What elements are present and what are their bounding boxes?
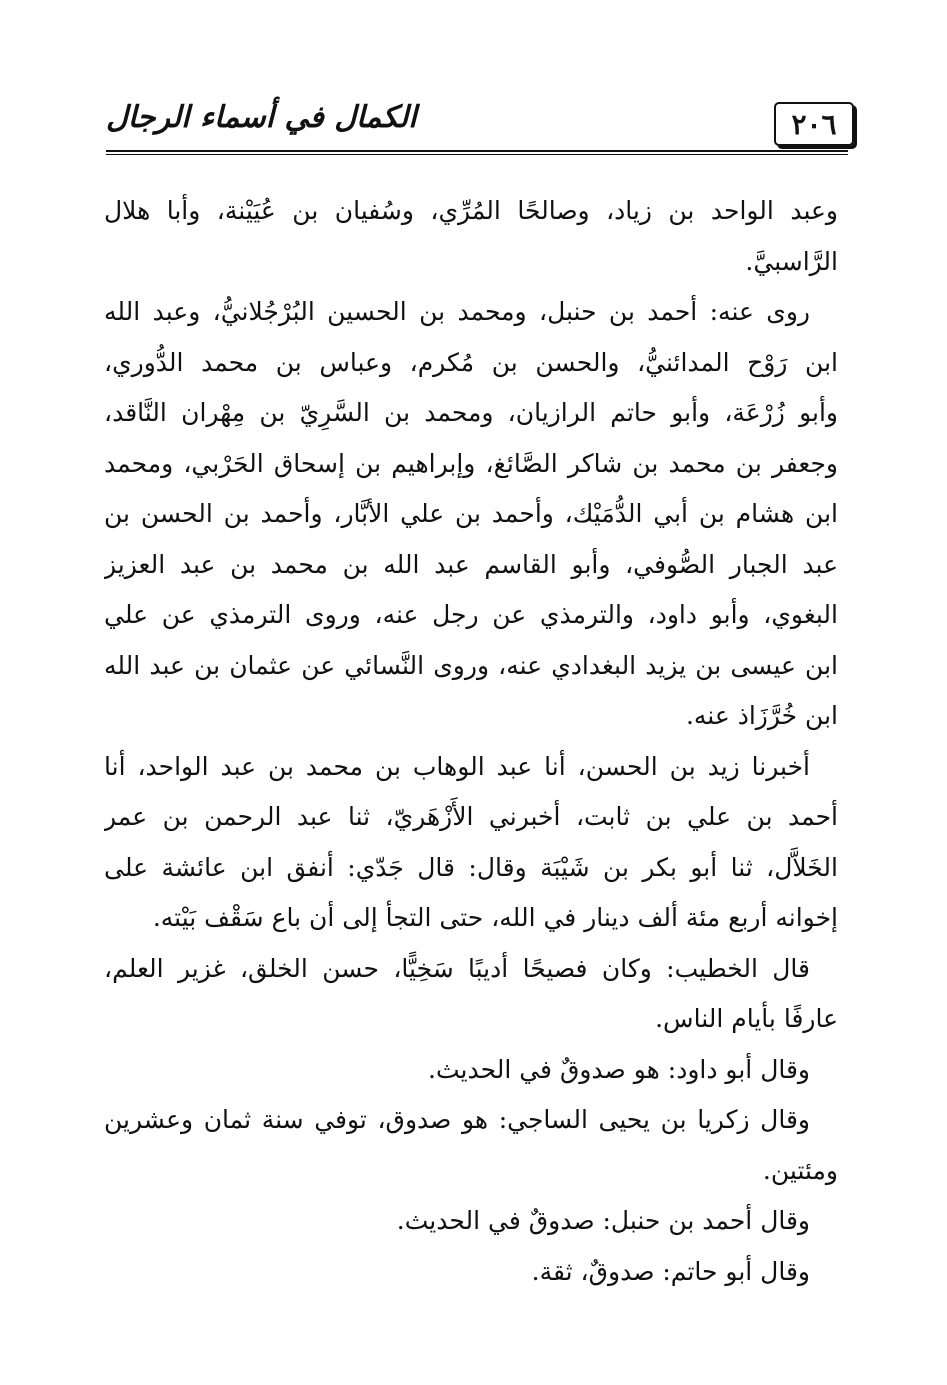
text-line: عارفًا بأيام الناس.	[655, 1004, 838, 1033]
text-line: أحمد بن علي بن ثابت، أخبرني الأَزْهَريّ، ثنا عبد الرحمن بن عمر	[104, 802, 838, 831]
header-rule-thin	[106, 154, 848, 155]
text-line: ابن خُرَّزَاذ عنه.	[685, 701, 838, 730]
text-line: قال الخطيب: وكان فصيحًا أديبًا سَخِيًّا، حسن الخلق، غزير العلم،	[104, 953, 810, 983]
page-header	[106, 96, 854, 158]
text-line: الرَّاسبيَّ.	[745, 246, 838, 276]
text-line: الخَلاَّل، ثنا أبو بكر بن شَيْبَة وقال: قال جَدّي: أنفق ابن عائشة على	[104, 852, 838, 882]
page-number: ٢٠٦	[791, 107, 837, 141]
text-line: وقال أحمد بن حنبل: صدوقٌ في الحديث.	[396, 1206, 810, 1235]
text-line: وقال زكريا بن يحيى الساجي: هو صدوق، توفي سنة ثمان وعشرين	[104, 1105, 810, 1134]
text-line: وقال أبو حاتم: صدوقٌ، ثقة.	[531, 1256, 810, 1286]
text-line: عبد الجبار الصُّوفي، وأبو القاسم عبد الله بن محمد بن عبد العزيز	[104, 549, 838, 579]
header-rule	[106, 150, 848, 152]
text-line: ابن رَوْح المدائنيُّ، والحسن بن مُكرم، وعباس بن محمد الدُّوري،	[104, 347, 838, 377]
text-line: وجعفر بن محمد بن شاكر الصَّائغ، وإبراهيم بن إسحاق الحَرْبي، ومحمد	[104, 448, 838, 478]
text-line: وأبو زُرْعَة، وأبو حاتم الرازيان، ومحمد بن السَّرِيّ بن مِهْران النَّاقد،	[104, 398, 838, 427]
text-line: ابن عيسى بن يزيد البغدادي عنه، وروى النَّسائي عن عثمان بن عبد الله	[104, 650, 838, 680]
text-line: ابن هشام بن أبي الدُّمَيْك، وأحمد بن علي الأبَّار، وأحمد بن الحسن بن	[104, 499, 838, 528]
text-line: البغوي، وأبو داود، والترمذي عن رجل عنه، وروى الترمذي عن علي	[104, 600, 838, 629]
text-line: أخبرنا زيد بن الحسن، أنا عبد الوهاب بن محمد بن عبد الواحد، أنا	[104, 751, 810, 781]
book-title: الكمال في أسماء الرجال	[106, 100, 417, 135]
text-line: ومئتين.	[762, 1155, 838, 1185]
text-line: روى عنه: أحمد بن حنبل، ومحمد بن الحسين البُرْجُلانيُّ، وعبد الله	[104, 297, 810, 326]
page-number-box	[774, 102, 854, 146]
body-text	[104, 186, 838, 1297]
text-line: وقال أبو داود: هو صدوقٌ في الحديث.	[428, 1054, 810, 1084]
text-line: إخوانه أربع مئة ألف دينار في الله، حتى التجأ إلى أن باع سَقْف بَيْته.	[152, 903, 838, 932]
text-line: وعبد الواحد بن زياد، وصالحًا المُرِّي، وسُفيان بن عُيَيْنة، وأبا هلال	[104, 196, 838, 225]
